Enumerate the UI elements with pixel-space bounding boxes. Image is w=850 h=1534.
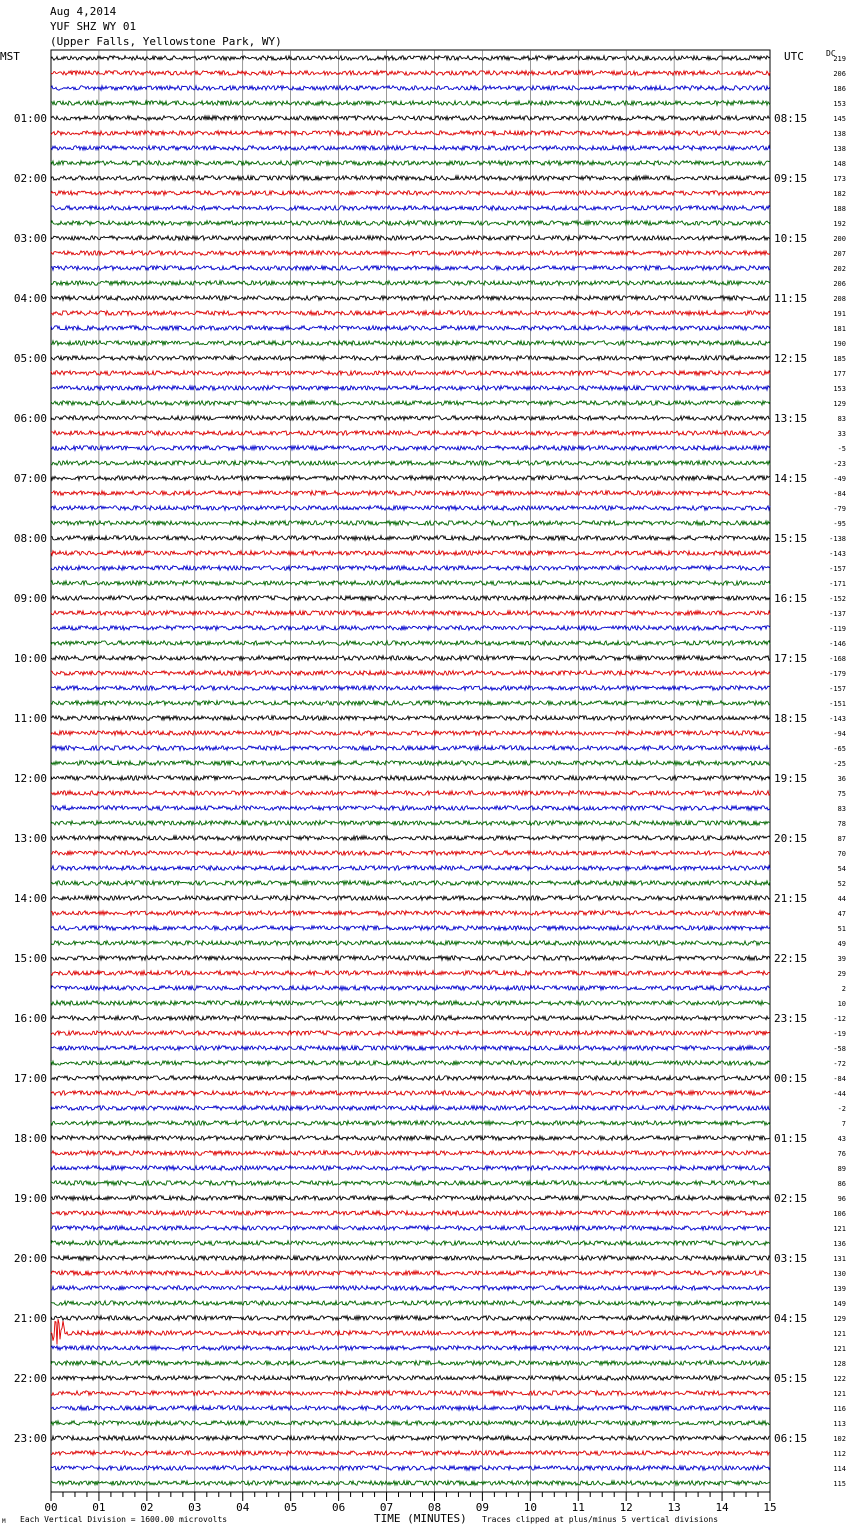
dc-offset-value: 96 xyxy=(837,1195,846,1203)
dc-offset-value: 115 xyxy=(833,1480,846,1488)
trace-row-72 xyxy=(51,1121,770,1125)
dc-offset-value: 49 xyxy=(837,940,846,948)
trace-row-89 xyxy=(51,1376,770,1380)
dc-offset-value: 89 xyxy=(837,1165,846,1173)
trace-row-66 xyxy=(51,1031,770,1035)
trace-row-60 xyxy=(51,941,770,945)
mst-hour-label: 06:00 xyxy=(13,412,47,425)
dc-offset-value: 43 xyxy=(837,1135,846,1143)
station-location: (Upper Falls, Yellowstone Park, WY) xyxy=(50,35,282,48)
dc-offset-value: 116 xyxy=(833,1405,846,1413)
trace-row-46 xyxy=(51,731,770,735)
dc-offset-value: 83 xyxy=(837,805,846,813)
trace-row-96 xyxy=(51,1481,770,1485)
dc-offset-value: 206 xyxy=(833,280,846,288)
dc-offset-value: -143 xyxy=(829,715,846,723)
trace-row-20 xyxy=(51,341,770,345)
utc-hour-label: 23:15 xyxy=(774,1012,808,1025)
dc-offset-value: 76 xyxy=(837,1150,846,1158)
dc-offset-value: -84 xyxy=(833,490,846,498)
trace-row-42 xyxy=(51,671,770,675)
dc-offset-value: 149 xyxy=(833,1300,846,1308)
x-axis-title: TIME (MINUTES) xyxy=(374,1512,467,1525)
trace-row-39 xyxy=(51,626,770,630)
dc-offset-value: 128 xyxy=(833,1360,846,1368)
trace-row-87 xyxy=(51,1346,770,1350)
trace-row-33 xyxy=(51,536,770,540)
dc-offset-value: 114 xyxy=(833,1465,846,1473)
dc-offset-value: -72 xyxy=(833,1060,846,1068)
utc-hour-label: 17:15 xyxy=(774,652,808,665)
mst-hour-label: 04:00 xyxy=(13,292,47,305)
mst-hour-label: 05:00 xyxy=(13,352,47,365)
dc-offset-value: -119 xyxy=(829,625,846,633)
dc-offset-value: -157 xyxy=(829,685,846,693)
trace-row-25 xyxy=(51,416,770,420)
trace-row-56 xyxy=(51,881,770,885)
mst-hour-label: 09:00 xyxy=(13,592,47,605)
x-tick-label: 11 xyxy=(571,1501,585,1514)
dc-offset-value: -23 xyxy=(833,460,846,468)
trace-row-77 xyxy=(51,1196,770,1200)
dc-offset-value: -19 xyxy=(833,1030,846,1038)
scale-note: Each Vertical Division = 1600.00 microvolts xyxy=(20,1515,228,1524)
left-timezone-label: MST xyxy=(0,50,20,63)
dc-offset-value: -2 xyxy=(837,1105,846,1113)
dc-offset-value: 121 xyxy=(833,1345,846,1353)
mst-hour-label: 19:00 xyxy=(13,1192,47,1205)
dc-offset-value: 185 xyxy=(833,355,846,363)
trace-row-6 xyxy=(51,131,770,135)
dc-offset-value: 86 xyxy=(837,1180,846,1188)
dc-offset-value: -58 xyxy=(833,1045,846,1053)
trace-row-52 xyxy=(51,821,770,825)
dc-offset-value: 200 xyxy=(833,235,846,243)
x-tick-label: 09 xyxy=(475,1501,490,1514)
mst-hour-label: 07:00 xyxy=(13,472,47,485)
trace-row-47 xyxy=(51,746,770,750)
dc-offset-value: -84 xyxy=(833,1075,846,1083)
dc-offset-value: -94 xyxy=(833,730,846,738)
trace-row-53 xyxy=(51,836,770,840)
utc-hour-label: 06:15 xyxy=(774,1432,808,1445)
trace-row-4 xyxy=(51,101,770,105)
trace-row-27 xyxy=(51,446,770,450)
utc-hour-label: 09:15 xyxy=(774,172,808,185)
dc-offset-value: -49 xyxy=(833,475,846,483)
dc-offset-value: 121 xyxy=(833,1225,846,1233)
dc-offset-value: 121 xyxy=(833,1330,846,1338)
seismic-traces xyxy=(51,56,770,1485)
clip-note: Traces clipped at plus/minus 5 vertical divisions xyxy=(482,1515,719,1524)
trace-row-75 xyxy=(51,1166,770,1170)
dc-offset-value: 190 xyxy=(833,340,846,348)
trace-row-32 xyxy=(51,521,770,525)
dc-offset-value: 121 xyxy=(833,1390,846,1398)
trace-row-41 xyxy=(51,656,770,660)
dc-offset-value: 10 xyxy=(837,1000,846,1008)
dc-offset-value: 138 xyxy=(833,145,846,153)
trace-row-94 xyxy=(51,1451,770,1455)
trace-row-88 xyxy=(51,1361,770,1365)
dc-offset-value: 188 xyxy=(833,205,846,213)
mst-hour-label: 03:00 xyxy=(13,232,47,245)
mst-hour-label: 08:00 xyxy=(13,532,47,545)
dc-offset-value: 33 xyxy=(837,430,846,438)
trace-row-64 xyxy=(51,1001,770,1005)
dc-offset-value: 177 xyxy=(833,370,846,378)
utc-hour-label: 08:15 xyxy=(774,112,808,125)
utc-hour-label: 04:15 xyxy=(774,1312,808,1325)
dc-offset-value: 7 xyxy=(841,1120,846,1128)
x-tick-label: 07 xyxy=(379,1501,394,1514)
trace-row-44 xyxy=(51,701,770,705)
x-tick-label: 14 xyxy=(715,1501,729,1514)
trace-row-23 xyxy=(51,386,770,390)
dc-offset-value: 47 xyxy=(837,910,846,918)
trace-row-90 xyxy=(51,1391,770,1395)
dc-offset-value: -25 xyxy=(833,760,846,768)
dc-offset-value: 70 xyxy=(837,850,846,858)
trace-row-54 xyxy=(51,851,770,855)
dc-offset-value: 113 xyxy=(833,1420,846,1428)
dc-offset-value: 148 xyxy=(833,160,846,168)
utc-hour-label: 21:15 xyxy=(774,892,808,905)
dc-offset-value: -168 xyxy=(829,655,846,663)
mst-hour-label: 14:00 xyxy=(13,892,47,905)
plot-date: Aug 4,2014 xyxy=(50,5,117,18)
trace-row-34 xyxy=(51,551,770,555)
trace-row-24 xyxy=(51,401,770,405)
utc-hour-label: 16:15 xyxy=(774,592,808,605)
utc-hour-label: 00:15 xyxy=(774,1072,808,1085)
trace-row-18 xyxy=(51,311,770,315)
trace-row-28 xyxy=(51,461,770,465)
utc-hour-label: 02:15 xyxy=(774,1192,808,1205)
dc-offset-value: -95 xyxy=(833,520,846,528)
trace-row-62 xyxy=(51,971,770,975)
trace-row-70 xyxy=(51,1091,770,1095)
dc-offset-value: -171 xyxy=(829,580,846,588)
x-tick-label: 01 xyxy=(92,1501,106,1514)
trace-row-31 xyxy=(51,506,770,510)
x-tick-label: 04 xyxy=(236,1501,250,1514)
mst-hour-label: 13:00 xyxy=(13,832,47,845)
dc-offset-value: -179 xyxy=(829,670,846,678)
dc-offset-value: 219 xyxy=(833,55,846,63)
dc-offset-value: 207 xyxy=(833,250,846,258)
dc-offset-value: 186 xyxy=(833,85,846,93)
dc-offset-value: 29 xyxy=(837,970,846,978)
trace-row-10 xyxy=(51,191,770,195)
dc-offset-value: 122 xyxy=(833,1375,846,1383)
mst-hour-label: 02:00 xyxy=(13,172,47,185)
trace-row-80 xyxy=(51,1241,770,1245)
dc-offset-value: 153 xyxy=(833,385,846,393)
trace-row-92 xyxy=(51,1421,770,1425)
trace-row-43 xyxy=(51,686,770,690)
dc-offset-value: 136 xyxy=(833,1240,846,1248)
dc-offset-value: 153 xyxy=(833,100,846,108)
trace-row-73 xyxy=(51,1136,770,1140)
time-axis xyxy=(44,1492,776,1514)
trace-row-84 xyxy=(51,1301,770,1305)
mst-hour-label: 23:00 xyxy=(13,1432,47,1445)
trace-row-38 xyxy=(51,611,770,615)
x-tick-label: 06 xyxy=(331,1501,346,1514)
mst-hour-label: 17:00 xyxy=(13,1072,47,1085)
dc-offset-value: 208 xyxy=(833,295,846,303)
trace-row-65 xyxy=(51,1016,770,1020)
utc-hour-label: 14:15 xyxy=(774,472,808,485)
trace-row-79 xyxy=(51,1226,770,1230)
trace-row-13 xyxy=(51,236,770,240)
dc-offset-value: -5 xyxy=(837,445,846,453)
trace-row-26 xyxy=(51,431,770,435)
dc-offset-value: -138 xyxy=(829,535,846,543)
trace-row-36 xyxy=(51,581,770,585)
dc-offset-value: -44 xyxy=(833,1090,846,1098)
dc-offset-value: 112 xyxy=(833,1450,846,1458)
trace-row-63 xyxy=(51,986,770,990)
dc-offset-value: -151 xyxy=(829,700,846,708)
trace-row-51 xyxy=(51,806,770,810)
dc-offset-value: 87 xyxy=(837,835,846,843)
trace-row-40 xyxy=(51,641,770,645)
trace-row-7 xyxy=(51,146,770,150)
x-tick-label: 02 xyxy=(140,1501,154,1514)
utc-hour-label: 13:15 xyxy=(774,412,808,425)
trace-row-76 xyxy=(51,1181,770,1185)
trace-row-85 xyxy=(51,1316,770,1320)
utc-hour-label: 10:15 xyxy=(774,232,808,245)
trace-row-67 xyxy=(51,1046,770,1050)
dc-offset-value: 181 xyxy=(833,325,846,333)
trace-row-55 xyxy=(51,866,770,870)
dc-offset-value: 129 xyxy=(833,1315,846,1323)
dc-offset-value: 138 xyxy=(833,130,846,138)
dc-offset-header: DC xyxy=(826,49,836,58)
trace-row-48 xyxy=(51,761,770,765)
utc-hour-label: 11:15 xyxy=(774,292,808,305)
trace-row-1 xyxy=(51,56,770,60)
dc-offset-value: -143 xyxy=(829,550,846,558)
trace-row-74 xyxy=(51,1151,770,1155)
dc-offset-value: 202 xyxy=(833,265,846,273)
x-tick-label: 00 xyxy=(44,1501,58,1514)
trace-row-93 xyxy=(51,1436,770,1440)
mst-hour-label: 20:00 xyxy=(13,1252,47,1265)
trace-row-71 xyxy=(51,1106,770,1110)
trace-row-69 xyxy=(51,1076,770,1080)
dc-offset-value: 44 xyxy=(837,895,846,903)
trace-row-58 xyxy=(51,911,770,915)
dc-offset-value: 129 xyxy=(833,400,846,408)
trace-row-5 xyxy=(51,116,770,120)
dc-offset-value: 130 xyxy=(833,1270,846,1278)
utc-hour-label: 03:15 xyxy=(774,1252,808,1265)
utc-hour-label: 22:15 xyxy=(774,952,808,965)
utc-hour-label: 05:15 xyxy=(774,1372,808,1385)
trace-row-49 xyxy=(51,776,770,780)
corner-mark: M xyxy=(2,1518,6,1525)
dc-offset-value: -137 xyxy=(829,610,846,618)
trace-row-2 xyxy=(51,71,770,75)
x-tick-label: 15 xyxy=(763,1501,777,1514)
x-tick-label: 12 xyxy=(619,1501,633,1514)
trace-row-83 xyxy=(51,1286,770,1290)
mst-hour-label: 18:00 xyxy=(13,1132,47,1145)
trace-row-16 xyxy=(51,281,770,285)
utc-hour-label: 12:15 xyxy=(774,352,808,365)
dc-offset-value: 78 xyxy=(837,820,846,828)
x-tick-label: 05 xyxy=(284,1501,298,1514)
trace-row-50 xyxy=(51,791,770,795)
trace-row-82 xyxy=(51,1271,770,1275)
dc-offset-value: 206 xyxy=(833,70,846,78)
dc-offset-value: 131 xyxy=(833,1255,846,1263)
trace-row-14 xyxy=(51,251,770,255)
dc-offset-value: 75 xyxy=(837,790,846,798)
dc-offset-value: 2 xyxy=(841,985,846,993)
trace-row-19 xyxy=(51,326,770,330)
dc-offset-value: -12 xyxy=(833,1015,846,1023)
utc-hour-label: 01:15 xyxy=(774,1132,808,1145)
mst-hour-label: 15:00 xyxy=(13,952,47,965)
dc-offset-value: 54 xyxy=(837,865,846,873)
trace-row-17 xyxy=(51,296,770,300)
mst-hour-label: 16:00 xyxy=(13,1012,47,1025)
trace-row-29 xyxy=(51,476,770,480)
dc-offset-value: 145 xyxy=(833,115,846,123)
utc-hour-label: 18:15 xyxy=(774,712,808,725)
trace-row-8 xyxy=(51,161,770,165)
trace-row-95 xyxy=(51,1466,770,1470)
dc-offset-value: 39 xyxy=(837,955,846,963)
dc-offset-value: 192 xyxy=(833,220,846,228)
trace-row-3 xyxy=(51,86,770,90)
dc-offset-value: 51 xyxy=(837,925,846,933)
dc-offset-value: -65 xyxy=(833,745,846,753)
dc-offset-labels xyxy=(829,55,846,1488)
trace-row-57 xyxy=(51,896,770,900)
trace-row-12 xyxy=(51,221,770,225)
mst-hour-label: 12:00 xyxy=(13,772,47,785)
utc-hour-label: 15:15 xyxy=(774,532,808,545)
right-timezone-label: UTC xyxy=(784,50,804,63)
mst-hour-label: 22:00 xyxy=(13,1372,47,1385)
mst-hour-label: 21:00 xyxy=(13,1312,47,1325)
utc-hour-label: 19:15 xyxy=(774,772,808,785)
x-tick-label: 10 xyxy=(523,1501,537,1514)
trace-row-21 xyxy=(51,356,770,360)
dc-offset-value: -152 xyxy=(829,595,846,603)
station-code: YUF SHZ WY 01 xyxy=(50,20,137,33)
trace-row-30 xyxy=(51,491,770,495)
x-tick-label: 13 xyxy=(667,1501,681,1514)
mst-hour-label: 11:00 xyxy=(13,712,47,725)
mst-hour-label: 01:00 xyxy=(13,112,47,125)
trace-row-37 xyxy=(51,596,770,600)
trace-row-86 xyxy=(51,1319,770,1345)
x-tick-label: 08 xyxy=(427,1501,442,1514)
trace-row-91 xyxy=(51,1406,770,1410)
trace-row-68 xyxy=(51,1061,770,1065)
utc-hour-label: 20:15 xyxy=(774,832,808,845)
trace-row-15 xyxy=(51,266,770,270)
trace-row-11 xyxy=(51,206,770,210)
mst-hour-label: 10:00 xyxy=(13,652,47,665)
dc-offset-value: 102 xyxy=(833,1435,846,1443)
dc-offset-value: -79 xyxy=(833,505,846,513)
dc-offset-value: 106 xyxy=(833,1210,846,1218)
dc-offset-value: 139 xyxy=(833,1285,846,1293)
dc-offset-value: -146 xyxy=(829,640,846,648)
x-tick-label: 03 xyxy=(188,1501,202,1514)
trace-row-9 xyxy=(51,176,770,180)
dc-offset-value: 83 xyxy=(837,415,846,423)
trace-row-22 xyxy=(51,371,770,375)
dc-offset-value: -157 xyxy=(829,565,846,573)
dc-offset-value: 191 xyxy=(833,310,846,318)
trace-row-61 xyxy=(51,956,770,960)
dc-offset-value: 173 xyxy=(833,175,846,183)
dc-offset-value: 36 xyxy=(837,775,846,783)
trace-row-81 xyxy=(51,1256,770,1260)
trace-row-45 xyxy=(51,716,770,720)
trace-row-35 xyxy=(51,566,770,570)
dc-offset-value: 52 xyxy=(837,880,846,888)
dc-offset-value: 182 xyxy=(833,190,846,198)
trace-row-59 xyxy=(51,926,770,930)
trace-row-78 xyxy=(51,1211,770,1215)
